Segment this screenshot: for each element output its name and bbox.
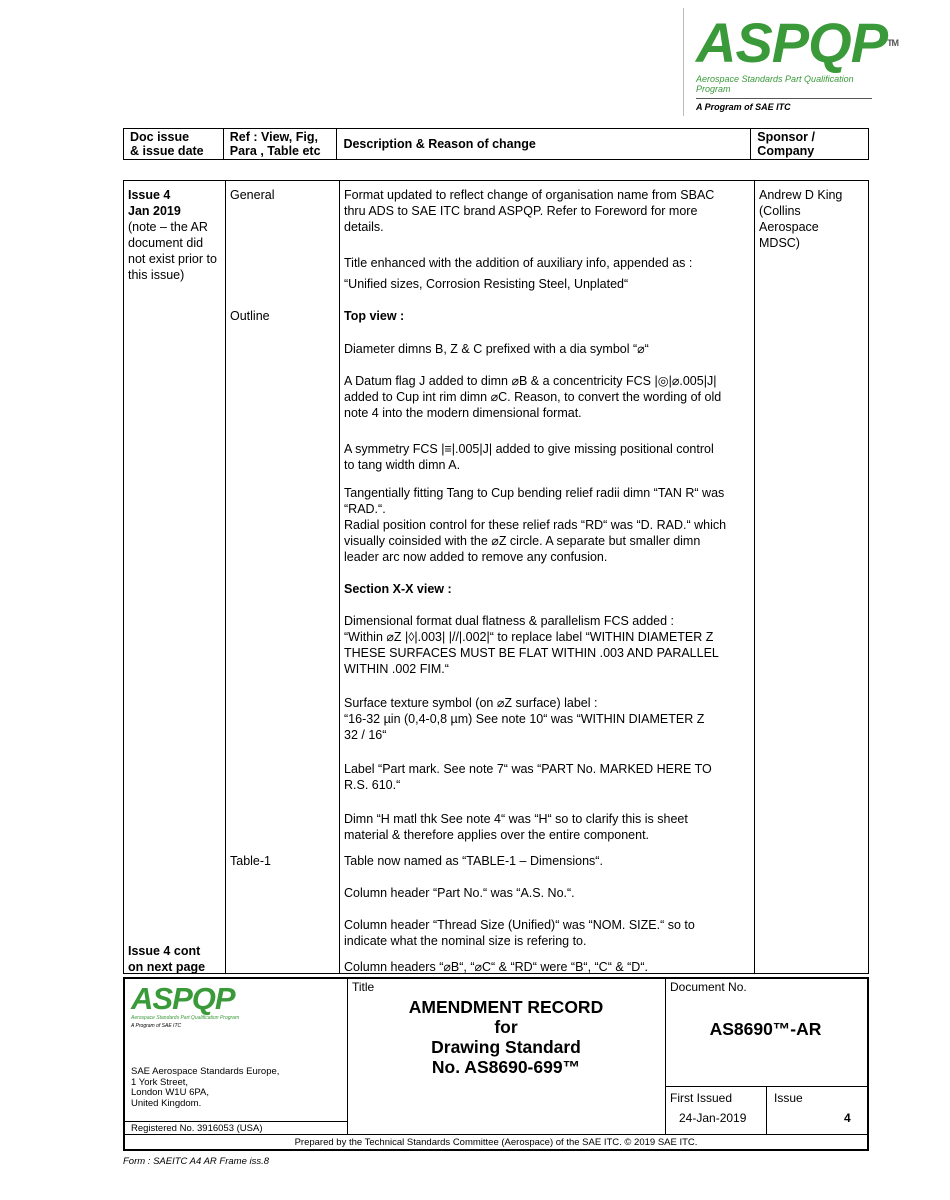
form-reference: Form : SAEITC A4 AR Frame iss.8: [123, 1156, 270, 1167]
desc-thread-size-header: Column header “Thread Size (Unified)“ was “NOM. SIZE.“ so to indicate what the nominal size is refering to.: [344, 918, 695, 948]
desc-flatness: Dimensional format dual flatness & parallelism FCS added : “Within ⌀Z |◊|.003| |//|.002|“ to replace label “WITHIN DIAMETER Z THESE SURFACES MUST BE FLAT WITHIN .003 AND PARALLEL WITHIN .002 FIM.“: [344, 614, 719, 676]
title-block: [123, 977, 869, 1151]
footer-doc-cell: [666, 979, 867, 1134]
desc-format: Format updated to reflect change of organisation name from SBAC thru ADS to SAE ITC brand ASPQP. Refer to Foreword for more details.: [344, 188, 715, 234]
desc-datum-flag: A Datum flag J added to dimn ⌀B & a concentricity FCS |◎|⌀.005|J| added to Cup int rim dimn ⌀C. Reason, to convert the wording of old note 4 into the modern dimensional format.: [344, 374, 722, 420]
footer-logo-wordmark: ASPQP: [131, 981, 235, 1016]
issue-continued: Issue 4 cont on next page: [128, 944, 206, 974]
desc-part-no-header: Column header “Part No.“ was “A.S. No.“.: [344, 886, 575, 900]
title-label: Title: [352, 980, 375, 994]
ref-table-1: Table-1: [230, 854, 271, 868]
desc-symmetry: A symmetry FCS |≡|.005|J| added to give missing positional control to tang width dimn A.: [344, 442, 714, 472]
ref-outline: Outline: [230, 309, 270, 323]
header-doc-issue: Doc issue & issue date: [124, 129, 224, 159]
document-number: AS8690™-AR: [709, 1019, 822, 1039]
sponsor-name: Andrew D King (Collins Aerospace MDSC): [759, 188, 843, 250]
first-issued-label: First Issued: [670, 1091, 733, 1105]
column-divider: [339, 181, 340, 973]
issue-label: Issue: [774, 1091, 803, 1105]
desc-tang-radii: Tangentially fitting Tang to Cup bending relief radii dimn “TAN R“ was “RAD.“. Radial position control for these relief rads “RD“ was “D. RAD.“ which visually coinsided with the ⌀Z circle. A separate but smaller dimn leader arc now added to remove any confusion.: [344, 486, 727, 564]
desc-part-mark: Label “Part mark. See note 7“ was “PART No. MARKED HERE TO R.S. 610.“: [344, 762, 712, 792]
desc-material-thickness: Dimn “H matl thk See note 4“ was “H“ so to clarify this is sheet material & therefore applies over the entire component.: [344, 812, 688, 842]
desc-title-aux: “Unified sizes, Corrosion Resisting Steel, Unplated“: [344, 277, 629, 291]
logo-divider: [696, 98, 872, 99]
logo-tagline: Aerospace Standards Part Qualification Program: [696, 74, 854, 94]
amendment-record-body: [123, 180, 869, 974]
column-divider: [754, 181, 755, 973]
desc-surface-texture: Surface texture symbol (on ⌀Z surface) label : “16-32 µin (0,4-0,8 µm) See note 10“ was “WITHIN DIAMETER Z 32 / 16“: [344, 696, 705, 742]
aspqp-logo: [683, 8, 899, 116]
header-ref: Ref : View, Fig, Para , Table etc: [224, 129, 338, 159]
footer-logo-cell: [125, 979, 348, 1134]
header-sponsor: Sponsor / Company: [757, 130, 815, 158]
header-description: Description & Reason of change: [337, 129, 751, 159]
address: SAE Aerospace Standards Europe, 1 York Street, London W1U 6PA, United Kingdom.: [131, 1066, 280, 1109]
document-title: AMENDMENT RECORD for Drawing Standard No. AS8690-699™: [408, 997, 604, 1077]
footer-logo-tagline: Aerospace Standards Part Qualification Program: [131, 1015, 240, 1021]
desc-top-view-heading: Top view :: [344, 309, 405, 323]
desc-table-name: Table now named as “TABLE-1 – Dimensions“.: [344, 854, 603, 868]
footer-title-cell: [348, 979, 666, 1134]
first-issued-date: 24-Jan-2019: [679, 1111, 747, 1125]
logo-subtitle: A Program of SAE ITC: [696, 102, 791, 112]
registered-number: Registered No. 3916053 (USA): [131, 1123, 263, 1134]
ref-general: General: [230, 188, 275, 202]
desc-column-headers: Column headers “⌀B“, “⌀C“ & “RD“ were “B“, “C“ & “D“.: [344, 960, 648, 974]
footer-logo-subtitle: A Program of SAE ITC: [131, 1023, 182, 1029]
prepared-by: Prepared by the Technical Standards Committee (Aerospace) of the SAE ITC. © 2019 SAE ITC.: [125, 1134, 867, 1149]
logo-wordmark: ASPQP™: [696, 11, 899, 74]
issue-number: 4: [844, 1111, 851, 1125]
desc-title-enhanced: Title enhanced with the addition of auxiliary info, appended as :: [344, 256, 693, 270]
column-divider: [225, 181, 226, 973]
divider: [125, 1121, 347, 1122]
issue-note: (note – the AR document did not exist prior to this issue): [128, 220, 217, 282]
doc-no-label: Document No.: [670, 980, 747, 994]
desc-diameter-prefix: Diameter dimns B, Z & C prefixed with a dia symbol “⌀“: [344, 342, 649, 356]
desc-section-heading: Section X-X view :: [344, 582, 452, 596]
column-header-row: [123, 128, 869, 160]
divider: [766, 1086, 767, 1134]
issue-label: Issue 4 Jan 2019: [128, 188, 181, 218]
